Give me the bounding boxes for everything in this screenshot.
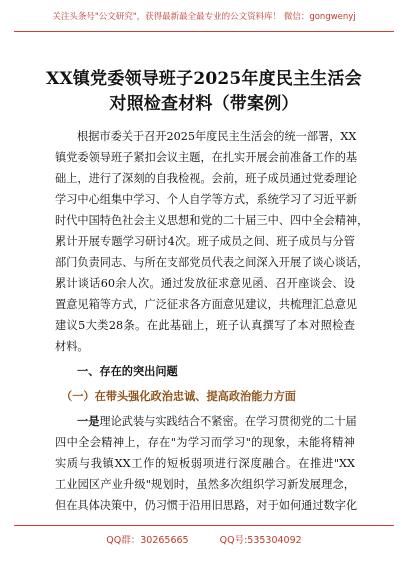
intro-line: 置意见箱等方式，广泛征求各方面意见建议，共梳理汇总意见	[55, 298, 358, 311]
top-banner: 关注头条号"公文研究"，获得最新最全最专业的公文资料库！ 微信：gongwenyj	[52, 12, 356, 22]
paragraph-line: 工业园区产业升级"规划时，虽然多次组织学习新发展理念，	[55, 478, 355, 491]
intro-line: 建议5大类28条。在此基础上，班子认真撰写了本对照检查	[55, 319, 355, 332]
intro-line: 础上，进行了深刻的自我检视。会前，班子成员通过党委理论	[55, 172, 358, 185]
document-title-line-2: 对照检查材料（带案例）	[109, 94, 299, 114]
paragraph-line: 实质与我镇XX工作的短板弱项进行深度融合。在推进"XX	[55, 457, 355, 470]
intro-line: 累计谈话60余人次。通过发放征求意见函、召开座谈会、设	[55, 277, 355, 290]
intro-line: 学习中心组集中学习、个人自学等方式，系统学习了习近平新	[55, 193, 358, 206]
qq-group-text: QQ群：30265665	[106, 535, 189, 546]
header-divider	[14, 31, 394, 32]
footer-divider	[14, 525, 394, 526]
intro-line: 材料。	[55, 340, 89, 353]
document-title-line-1: XX镇党委领导班子2025年度民主生活会	[46, 69, 362, 89]
intro-line: 时代中国特色社会主义思想和党的二十届三中、四中全会精神，	[55, 214, 369, 227]
qq-number-text: QQ号:535304092	[219, 535, 302, 546]
intro-line: 镇党委领导班子紧扣会议主题，在扎实开展会前准备工作的基	[55, 151, 358, 164]
paragraph-line: 四中全会精神上，存在"为学习而学习"的现象，未能将精神	[55, 436, 355, 449]
intro-line: 部门负责同志、与所在支部党员代表之间深入开展了谈心谈话，	[55, 256, 369, 269]
footer	[0, 532, 408, 546]
paragraph-lead: 一是	[77, 414, 100, 428]
intro-line: 根据市委关于召开2025年度民主生活会的统一部署，XX	[77, 130, 357, 143]
paragraph-first-line-text: 理论武装与实践结合不紧密。在学习贯彻党的二十届	[99, 415, 357, 428]
subsection-heading: （一）在带头强化政治忠诚、提高政治能力方面	[61, 389, 296, 403]
paragraph-line: 但在具体决策中，仍习惯于沿用旧思路，对于如何通过数字化	[55, 499, 358, 512]
paragraph-first-line	[77, 411, 355, 432]
section-heading: 一、存在的突出问题	[77, 364, 178, 378]
intro-line: 累计开展专题学习研讨4次。班子成员之间、班子成员与分管	[55, 235, 355, 248]
